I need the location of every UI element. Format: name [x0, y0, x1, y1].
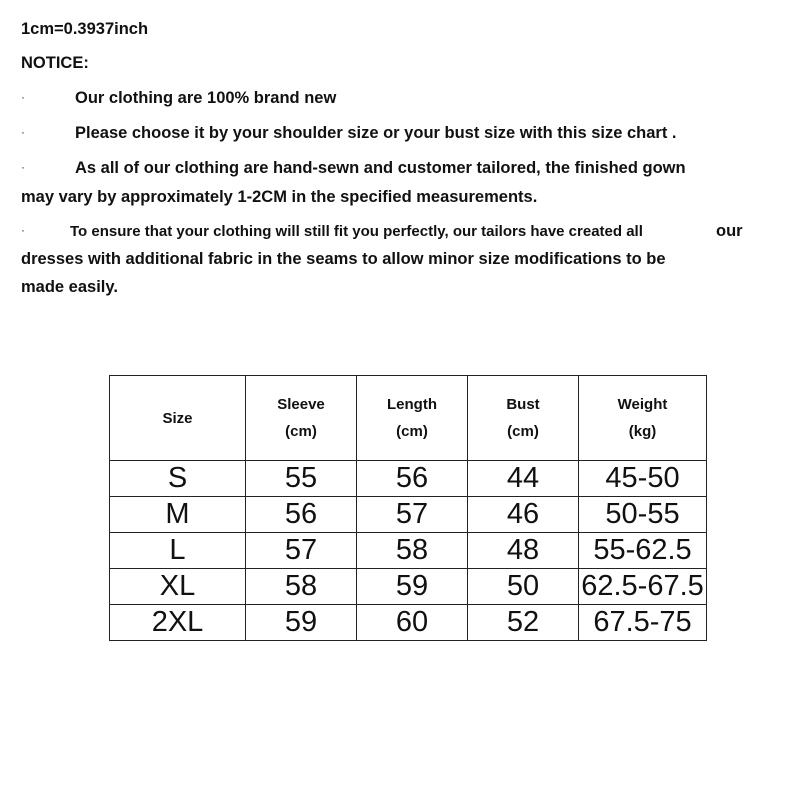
notice-item-hand-sewn-line1: As all of our clothing are hand-sewn and customer tailored, the finished gown [75, 159, 686, 177]
header-bust [468, 376, 579, 461]
bullet-marker: · [21, 160, 25, 174]
notice-item-hand-sewn-line2: may vary by approximately 1-2CM in the specified measurements. [21, 188, 538, 206]
header-size [110, 376, 246, 461]
cell-length: 59 [357, 569, 468, 605]
cell-size: XL [110, 569, 246, 605]
header-unit: (cm) [507, 423, 539, 440]
cell-bust: 50 [468, 569, 579, 605]
cell-weight: 67.5-75 [579, 605, 707, 641]
header-label: Sleeve [277, 396, 325, 413]
bullet-marker: · [21, 90, 25, 104]
bullet-marker: · [21, 223, 25, 237]
header-sleeve [246, 376, 357, 461]
header-label: Bust [506, 396, 540, 413]
header-label: Weight [617, 396, 668, 413]
header-length [357, 376, 468, 461]
size-row-l [110, 533, 707, 569]
notice-item-fit-line1: To ensure that your clothing will still fit you perfectly, our tailors have created all [70, 223, 643, 240]
cell-bust: 48 [468, 533, 579, 569]
cell-size: M [110, 497, 246, 533]
size-row-s [110, 461, 707, 497]
cell-sleeve: 58 [246, 569, 357, 605]
cell-length: 57 [357, 497, 468, 533]
header-unit: (cm) [285, 423, 317, 440]
cell-length: 60 [357, 605, 468, 641]
cell-length: 58 [357, 533, 468, 569]
header-label: Size [162, 409, 193, 427]
cell-weight: 50-55 [579, 497, 707, 533]
bullet-marker: · [21, 125, 25, 139]
cell-sleeve: 59 [246, 605, 357, 641]
unit-conversion: 1cm=0.3937inch [21, 20, 149, 38]
notice-item-brand-new: Our clothing are 100% brand new [75, 89, 337, 107]
notice-item-choose-size: Please choose it by your shoulder size or your bust size with this size chart . [75, 124, 677, 142]
size-chart-header-row [110, 376, 707, 461]
cell-size: 2XL [110, 605, 246, 641]
cell-bust: 44 [468, 461, 579, 497]
notice-item-fit-line1-end: our [716, 222, 743, 240]
cell-length: 56 [357, 461, 468, 497]
cell-size: S [110, 461, 246, 497]
cell-bust: 52 [468, 605, 579, 641]
cell-weight: 55-62.5 [579, 533, 707, 569]
notice-item-fit-line3: made easily. [21, 278, 118, 296]
header-weight [579, 376, 707, 461]
header-unit: (kg) [628, 423, 657, 440]
cell-sleeve: 57 [246, 533, 357, 569]
size-row-2xl [110, 605, 707, 641]
cell-size: L [110, 533, 246, 569]
notice-title: NOTICE: [21, 54, 89, 72]
header-unit: (cm) [396, 423, 428, 440]
cell-sleeve: 56 [246, 497, 357, 533]
header-label: Length [387, 396, 437, 413]
cell-bust: 46 [468, 497, 579, 533]
size-row-xl [110, 569, 707, 605]
notice-item-fit-line2: dresses with additional fabric in the seams to allow minor size modifications to be [21, 250, 666, 268]
size-chart-table [109, 375, 707, 641]
size-row-m [110, 497, 707, 533]
cell-weight: 62.5-67.5 [579, 569, 707, 605]
cell-weight: 45-50 [579, 461, 707, 497]
cell-sleeve: 55 [246, 461, 357, 497]
